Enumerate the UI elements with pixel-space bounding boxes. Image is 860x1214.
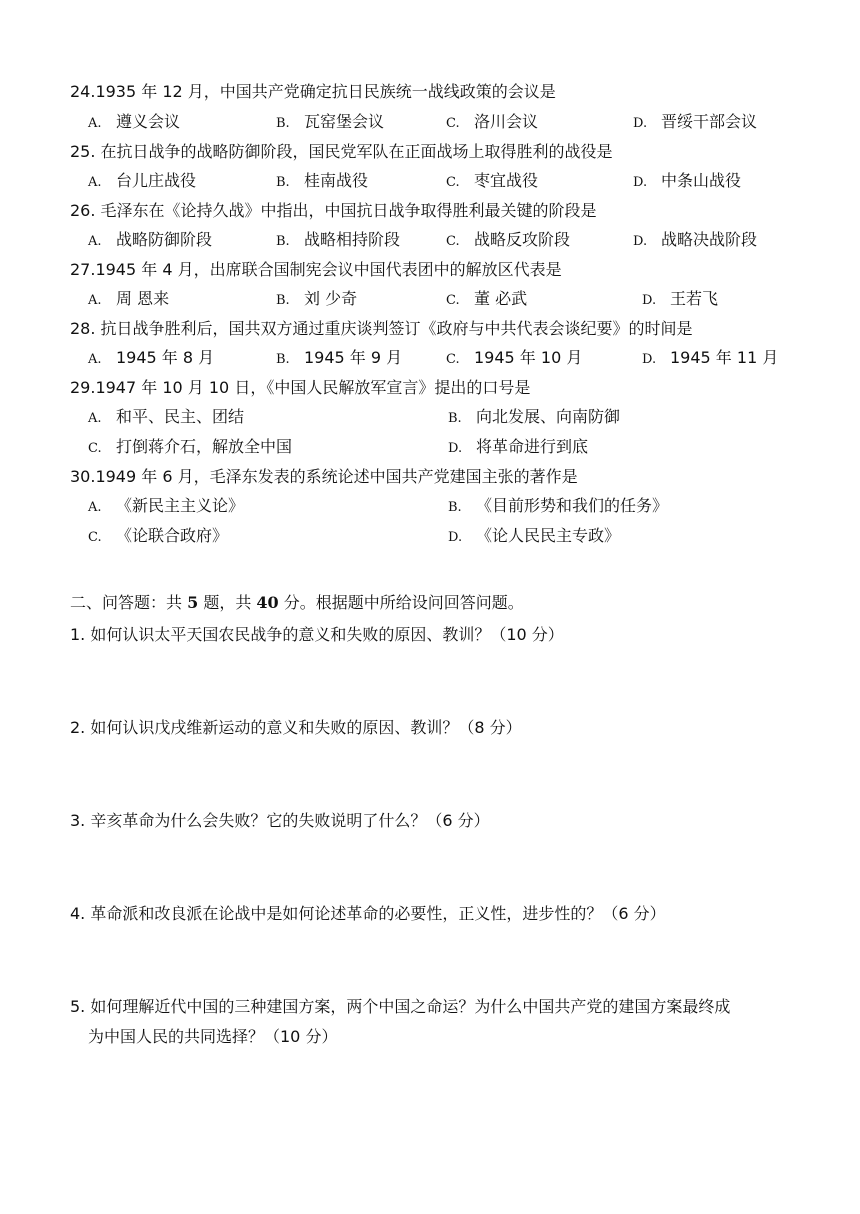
option-letter: A. xyxy=(88,352,102,367)
option-text: 洛川会议 xyxy=(474,112,539,131)
question-24-option-c xyxy=(446,111,538,135)
option-letter: D. xyxy=(448,441,463,456)
option-text: 战略反攻阶段 xyxy=(474,230,571,249)
option-letter: A. xyxy=(88,293,102,308)
option-letter: A. xyxy=(88,116,102,131)
qa-question-5-continuation: 为中国人民的共同选择？（10 分） xyxy=(88,1027,338,1046)
option-text: 周 恩来 xyxy=(116,289,170,308)
option-letter: B. xyxy=(448,411,462,426)
option-letter: B. xyxy=(448,500,462,515)
question-29-stem: 29.1947 年 10 月 10 日，《中国人民解放军宣言》提出的口号是 xyxy=(70,378,531,397)
question-26-option-a xyxy=(88,229,212,253)
question-26-stem: 26. 毛泽东在《论持久战》中指出，中国抗日战争取得胜利最关键的阶段是 xyxy=(70,201,597,220)
option-letter: A. xyxy=(88,500,102,515)
option-text: 王若飞 xyxy=(670,289,719,308)
section-2-suffix: 分。根据题中所给设问回答问题。 xyxy=(278,593,524,612)
option-text: 瓦窑堡会议 xyxy=(304,112,385,131)
question-26-option-d xyxy=(633,229,757,253)
option-text: 打倒蒋介石，解放全中国 xyxy=(116,437,293,456)
question-24-stem: 24.1935 年 12 月，中国共产党确定抗日民族统一战线政策的会议是 xyxy=(70,82,556,101)
qa-question-2: 2. 如何认识戊戌维新运动的意义和失败的原因、教训？（8 分） xyxy=(70,718,522,737)
question-29-option-c xyxy=(88,436,292,460)
option-text: 刘 少奇 xyxy=(304,289,358,308)
question-24-option-a xyxy=(88,111,180,135)
question-30-stem: 30.1949 年 6 月，毛泽东发表的系统论述中国共产党建国主张的著作是 xyxy=(70,467,578,486)
option-text: 1945 年 11 月 xyxy=(670,348,779,367)
option-letter: A. xyxy=(88,411,102,426)
question-27-stem: 27.1945 年 4 月，出席联合国制宪会议中国代表团中的解放区代表是 xyxy=(70,260,562,279)
option-text: 1945 年 10 月 xyxy=(474,348,583,367)
option-letter: D. xyxy=(633,116,648,131)
qa-question-4: 4. 革命派和改良派在论战中是如何论述革命的必要性，正义性，进步性的？（6 分） xyxy=(70,904,666,923)
question-27-option-c xyxy=(446,288,527,312)
option-text: 1945 年 9 月 xyxy=(304,348,403,367)
question-30-option-a xyxy=(88,495,244,519)
section-2-points: 40 xyxy=(256,593,279,612)
option-text: 桂南战役 xyxy=(304,171,369,190)
option-text: 向北发展、向南防御 xyxy=(476,407,621,426)
question-28-option-b xyxy=(276,347,402,371)
option-letter: C. xyxy=(88,530,102,545)
question-30-option-d xyxy=(448,525,620,549)
option-letter: C. xyxy=(88,441,102,456)
question-30-option-b xyxy=(448,495,668,519)
question-28-option-d xyxy=(642,347,778,371)
option-text: 《论联合政府》 xyxy=(116,526,229,545)
option-letter: B. xyxy=(276,293,290,308)
option-letter: C. xyxy=(446,352,460,367)
option-text: 董 必武 xyxy=(474,289,528,308)
option-letter: A. xyxy=(88,234,102,249)
option-letter: C. xyxy=(446,234,460,249)
option-text: 将革命进行到底 xyxy=(476,437,589,456)
option-text: 1945 年 8 月 xyxy=(116,348,215,367)
option-text: 遵义会议 xyxy=(116,112,181,131)
question-27-option-b xyxy=(276,288,357,312)
qa-question-3: 3. 辛亥革命为什么会失败？它的失败说明了什么？（6 分） xyxy=(70,811,490,830)
option-text: 《目前形势和我们的任务》 xyxy=(476,496,669,515)
question-25-option-c xyxy=(446,170,538,194)
question-26-option-b xyxy=(276,229,400,253)
option-text: 《新民主主义论》 xyxy=(116,496,245,515)
question-29-option-a xyxy=(88,406,244,430)
question-24-option-d xyxy=(633,111,757,135)
question-26-option-c xyxy=(446,229,570,253)
option-text: 台儿庄战役 xyxy=(116,171,197,190)
option-text: 战略相持阶段 xyxy=(304,230,401,249)
option-text: 《论人民民主专政》 xyxy=(476,526,621,545)
option-letter: C. xyxy=(446,293,460,308)
question-25-stem: 25. 在抗日战争的战略防御阶段，国民党军队在正面战场上取得胜利的战役是 xyxy=(70,142,613,161)
question-28-stem: 28. 抗日战争胜利后，国共双方通过重庆谈判签订《政府与中共代表会谈纪要》的时间是 xyxy=(70,319,693,338)
section-2-prefix: 二、问答题：共 xyxy=(70,593,188,612)
option-letter: D. xyxy=(448,530,463,545)
option-text: 战略防御阶段 xyxy=(116,230,213,249)
section-2-heading xyxy=(70,592,524,614)
option-text: 枣宜战役 xyxy=(474,171,539,190)
question-30-option-c xyxy=(88,525,228,549)
option-letter: B. xyxy=(276,234,290,249)
option-letter: B. xyxy=(276,352,290,367)
qa-question-5: 5. 如何理解近代中国的三种建国方案，两个中国之命运？为什么中国共产党的建国方案最终成 xyxy=(70,997,731,1016)
option-letter: C. xyxy=(446,116,460,131)
option-text: 晋绥干部会议 xyxy=(661,112,758,131)
option-text: 中条山战役 xyxy=(661,171,742,190)
option-letter: D. xyxy=(633,234,648,249)
option-letter: D. xyxy=(642,293,657,308)
question-28-option-c xyxy=(446,347,582,371)
option-letter: B. xyxy=(276,175,290,190)
option-letter: D. xyxy=(642,352,657,367)
question-28-option-a xyxy=(88,347,214,371)
question-24-option-b xyxy=(276,111,384,135)
option-text: 战略决战阶段 xyxy=(661,230,758,249)
section-2-mid: 题，共 xyxy=(198,593,257,612)
qa-question-1: 1. 如何认识太平天国农民战争的意义和失败的原因、教训？（10 分） xyxy=(70,625,564,644)
question-29-option-d xyxy=(448,436,588,460)
option-text: 和平、民主、团结 xyxy=(116,407,245,426)
section-2-count: 5 xyxy=(187,593,199,612)
option-letter: D. xyxy=(633,175,648,190)
option-letter: B. xyxy=(276,116,290,131)
question-25-option-a xyxy=(88,170,196,194)
option-letter: A. xyxy=(88,175,102,190)
question-25-option-b xyxy=(276,170,368,194)
question-29-option-b xyxy=(448,406,620,430)
question-25-option-d xyxy=(633,170,741,194)
question-27-option-a xyxy=(88,288,169,312)
option-letter: C. xyxy=(446,175,460,190)
question-27-option-d xyxy=(642,288,718,312)
